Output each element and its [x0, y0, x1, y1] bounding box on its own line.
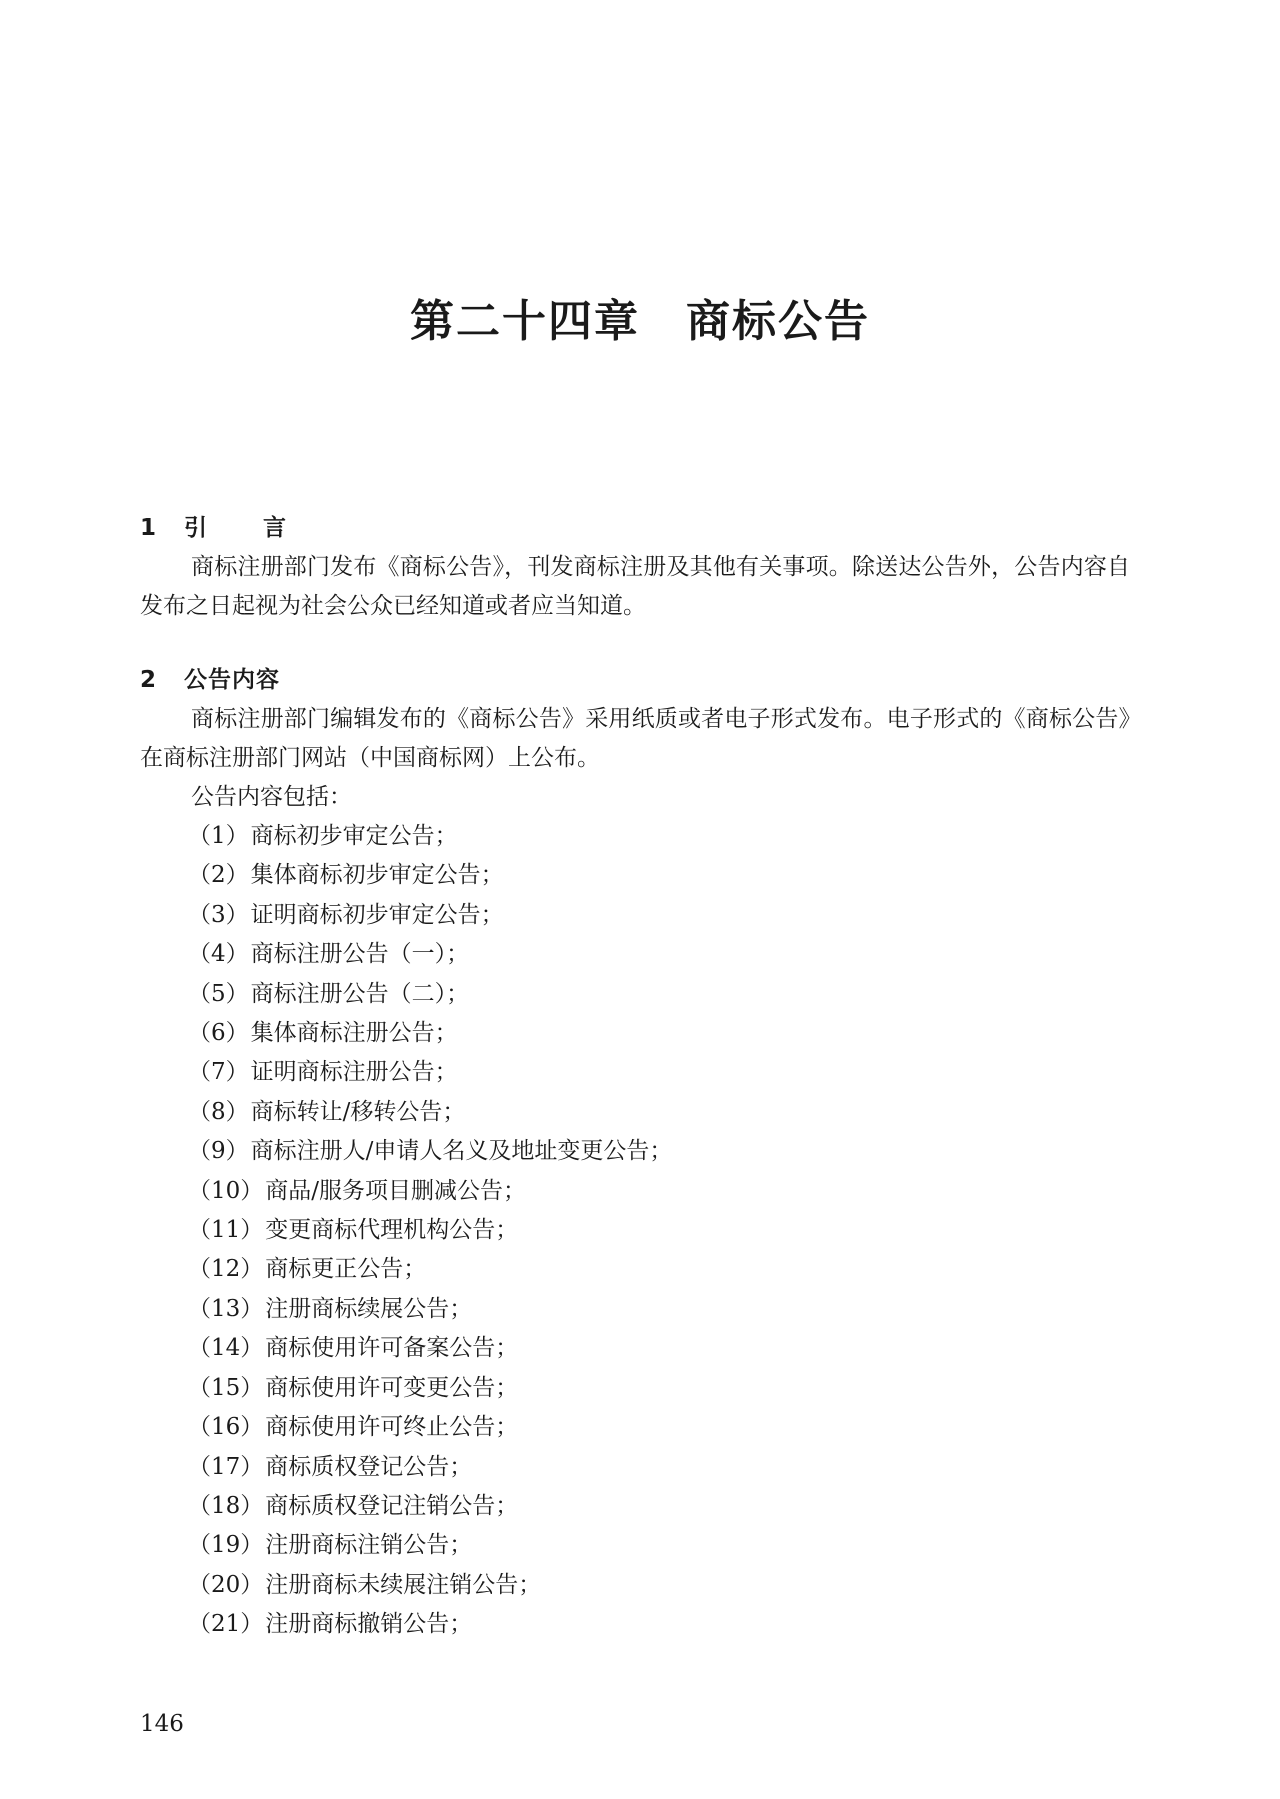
list-item: （9）商标注册人/申请人名义及地址变更公告；	[188, 1138, 673, 1165]
announcement-type-list	[140, 817, 1130, 1645]
chapter-number: 第二十四章	[410, 296, 640, 347]
list-item: （13）注册商标续展公告；	[188, 1295, 473, 1322]
list-item: （20）注册商标未续展注销公告；	[188, 1571, 542, 1598]
list-item: （21）注册商标撤销公告；	[188, 1611, 473, 1638]
chapter-content	[140, 508, 1130, 1645]
section-number: 2	[140, 667, 157, 693]
list-item: （12）商标更正公告；	[188, 1256, 427, 1283]
list-item: （8）商标转让/移转公告；	[188, 1098, 466, 1125]
paragraph: 商标注册部门发布《商标公告》，刊发商标注册及其他有关事项。除送达公告外，公告内容自发布之日起视为社会公众已经知道或者应当知道。	[140, 554, 1130, 619]
list-item: （15）商标使用许可变更公告；	[188, 1374, 519, 1401]
paragraph: 商标注册部门编辑发布的《商标公告》采用纸质或者电子形式发布。电子形式的《商标公告》在商标注册部门网站（中国商标网）上公布。	[140, 706, 1130, 771]
list-item: （16）商标使用许可终止公告；	[188, 1414, 519, 1441]
list-item: （14）商标使用许可备案公告；	[188, 1335, 519, 1362]
list-item: （10）商品/服务项目删减公告；	[188, 1177, 527, 1204]
page-number: 146	[140, 1711, 184, 1737]
section-title: 公告内容	[184, 667, 280, 693]
chapter-title	[0, 285, 1280, 349]
list-item: （17）商标质权登记公告；	[188, 1453, 473, 1480]
list-item: （11）变更商标代理机构公告；	[188, 1217, 519, 1244]
list-item: （18）商标质权登记注销公告；	[188, 1492, 519, 1519]
section-heading-introduction	[140, 508, 1130, 548]
paragraph: 公告内容包括：	[191, 784, 352, 810]
section-number: 1	[140, 515, 157, 541]
list-item: （19）注册商标注销公告；	[188, 1532, 473, 1559]
section-title: 引 言	[184, 515, 311, 541]
chapter-name: 商标公告	[686, 296, 870, 347]
list-item: （3）证明商标初步审定公告；	[188, 901, 504, 928]
list-item: （7）证明商标注册公告；	[188, 1059, 458, 1086]
list-item: （6）集体商标注册公告；	[188, 1020, 458, 1047]
list-item: （5）商标注册公告（二）；	[188, 980, 470, 1007]
list-item: （1）商标初步审定公告；	[188, 823, 458, 849]
section-heading-announcement-content	[140, 660, 1130, 700]
list-item: （2）集体商标初步审定公告；	[188, 862, 504, 889]
list-item: （4）商标注册公告（一）；	[188, 941, 470, 968]
